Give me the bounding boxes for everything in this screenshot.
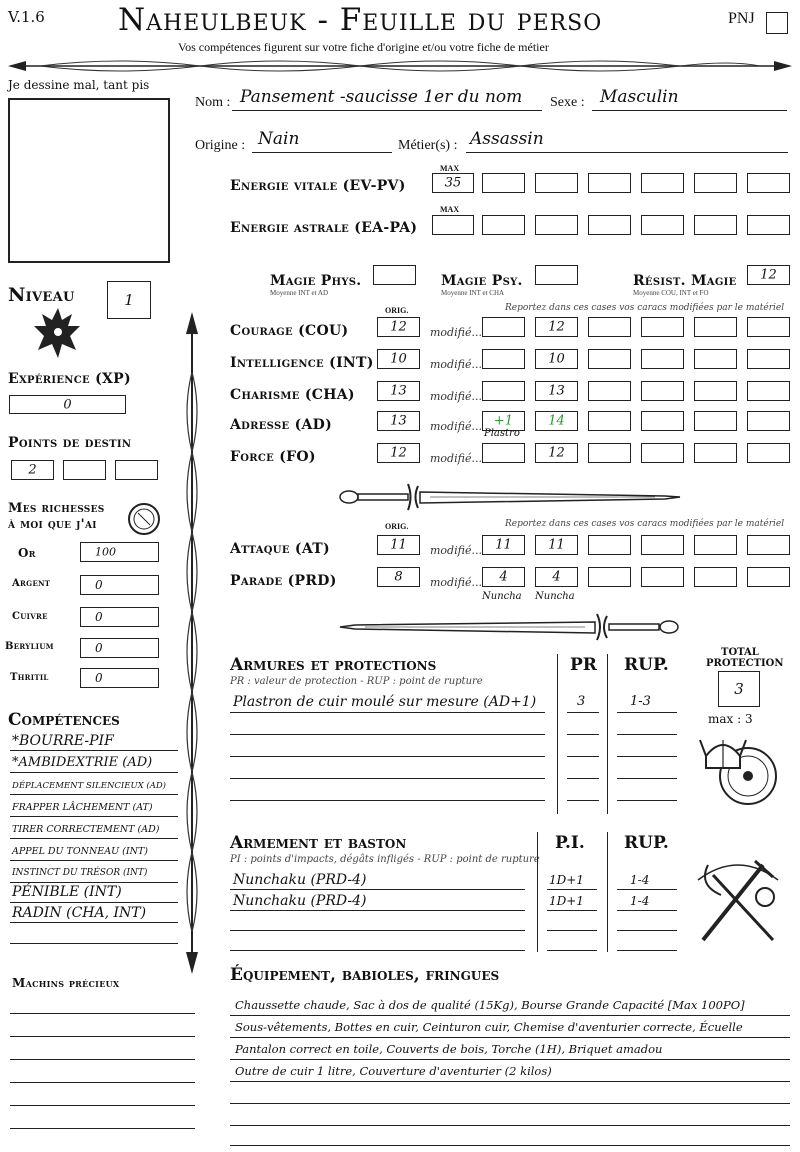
stat-mod-box[interactable] [482, 381, 525, 401]
stat-mod-box[interactable] [747, 411, 790, 431]
machins-title: Machins précieux [12, 976, 120, 990]
ev-label: Energie vitale (EV-PV) [230, 178, 406, 194]
destin-box[interactable] [115, 460, 158, 480]
page-subtitle: Vos compétences figurent sur votre fiche d'origine et/ou votre fiche de métier [178, 40, 549, 54]
stat-mod-box[interactable] [747, 349, 790, 369]
stat-mod-box[interactable] [694, 349, 737, 369]
ea-box[interactable] [588, 215, 631, 235]
money-label: Berylium [5, 641, 54, 652]
equipement-title: Équipement, babioles, fringues [230, 965, 500, 985]
armement-note: PI : points d'impacts, dégâts infligés - RUP : point de rupture [230, 854, 540, 865]
equipement-line[interactable]: Chaussette chaude, Sac à dos de qualité (15Kg), Bourse Grande Capacité [Max 100PO] [235, 998, 745, 1012]
stat-mod-box[interactable] [747, 381, 790, 401]
sword-divider-icon [335, 610, 685, 644]
stat-orig-box[interactable]: 12 [377, 317, 420, 337]
stat-mod-box[interactable]: +1 [482, 411, 525, 431]
ev-box[interactable] [694, 173, 737, 193]
ea-box[interactable] [694, 215, 737, 235]
stat-mod-box[interactable] [588, 411, 631, 431]
stat-mod-box[interactable] [694, 317, 737, 337]
resist-magie-label: Résist. Magie [633, 273, 737, 289]
protection-max: max : 3 [708, 712, 753, 726]
stat-mod-box[interactable] [747, 443, 790, 463]
stat-mod-box[interactable] [694, 381, 737, 401]
equipement-line[interactable]: Sous-vêtements, Bottes en cuir, Ceinturon cuir, Chemise d'aventurier correcte, Écuelle [235, 1020, 743, 1034]
combat-orig-label: ORIG. [385, 522, 409, 531]
coin-icon [126, 501, 162, 537]
stat-mod-box[interactable] [641, 443, 684, 463]
modif-label: modifié... [430, 576, 482, 589]
origine-field[interactable]: Nain [258, 129, 300, 149]
armure-pr[interactable]: 3 [577, 694, 586, 709]
magie-psy-box[interactable] [535, 265, 578, 285]
xp-label: Expérience (XP) [8, 371, 131, 387]
modif-label: modifié... [430, 326, 482, 339]
combat-orig-box[interactable]: 8 [377, 567, 420, 587]
ev-max-label: MAX [440, 164, 460, 173]
money-label: Or [18, 546, 36, 560]
spear-ornament [180, 312, 204, 974]
combat-mod-box[interactable] [641, 535, 684, 555]
money-box[interactable]: 0 [80, 575, 159, 595]
sword-divider-icon [335, 480, 685, 514]
stat-label: Intelligence (INT) [230, 355, 374, 371]
combat-note: Nuncha [482, 591, 522, 602]
equipement-line[interactable]: Outre de cuir 1 litre, Couverture d'aventurier (2 kilos) [235, 1064, 552, 1078]
magie-phys-label: Magie Phys. [270, 273, 362, 289]
destin-box[interactable]: 2 [11, 460, 54, 480]
stat-mod-box[interactable] [482, 443, 525, 463]
niveau-label: Niveau [8, 284, 75, 306]
version-label: V.1.6 [8, 8, 45, 26]
stat-mod-box[interactable]: 14 [535, 411, 578, 431]
ea-box[interactable] [535, 215, 578, 235]
magie-phys-box[interactable] [373, 265, 416, 285]
combat-mod-box[interactable]: 4 [482, 567, 525, 587]
arme-pi[interactable]: 1D+1 [549, 873, 584, 887]
stat-mod-box[interactable] [641, 411, 684, 431]
stat-label: Charisme (CHA) [230, 387, 355, 403]
arme-name[interactable]: Nunchaku (PRD-4) [233, 893, 367, 909]
helmet-shield-icon [698, 726, 780, 808]
combat-note: Nuncha [535, 591, 575, 602]
combat-mod-box[interactable]: 4 [535, 567, 578, 587]
modif-label: modifié... [430, 420, 482, 433]
pnj-label: PNJ [728, 10, 755, 27]
money-box[interactable]: 100 [80, 542, 159, 562]
equipement-line[interactable]: Pantalon correct en toile, Couverts de bois, Torche (1H), Briquet amadou [235, 1042, 663, 1056]
modif-label: modifié... [430, 544, 482, 557]
sexe-label: Sexe : [550, 95, 585, 110]
stat-mod-box[interactable] [747, 317, 790, 337]
combat-mod-box[interactable] [588, 567, 631, 587]
armure-rup[interactable]: 1-3 [630, 694, 651, 709]
money-box[interactable]: 0 [80, 668, 159, 688]
money-label: Thritil [10, 672, 49, 683]
combat-orig-box[interactable]: 11 [377, 535, 420, 555]
stat-mod-box[interactable] [588, 443, 631, 463]
competence-item[interactable]: DÉPLACEMENT SILENCIEUX (AD) [12, 781, 166, 791]
money-label: Argent [12, 578, 51, 589]
ev-box[interactable] [747, 173, 790, 193]
competence-item[interactable]: *BOURRE-PIF [12, 733, 114, 749]
ea-box[interactable] [747, 215, 790, 235]
portrait-caption: Je dessine mal, tant pis [8, 78, 150, 92]
stat-mod-box[interactable]: 12 [535, 317, 578, 337]
combat-mod-box[interactable]: 11 [535, 535, 578, 555]
protection-label: PROTECTION [706, 658, 784, 669]
niveau-box[interactable]: 1 [107, 281, 151, 319]
destin-label: Points de destin [8, 435, 132, 451]
page-title: Naheulbeuk - Feuille du perso [118, 2, 603, 38]
resist-magie-box[interactable]: 12 [747, 265, 790, 285]
stat-mod-box[interactable] [641, 381, 684, 401]
armures-title: Armures et protections [230, 655, 437, 675]
stat-mod-box[interactable] [482, 317, 525, 337]
xp-box[interactable]: 0 [9, 395, 126, 414]
combat-label: Attaque (AT) [230, 541, 330, 557]
metier-label: Métier(s) : [398, 138, 458, 153]
combat-report-note: Reportez dans ces cases vos caracs modifiées par le matériel [505, 519, 785, 529]
competence-item[interactable]: INSTINCT DU TRÉSOR (INT) [12, 868, 148, 878]
ev-max-box[interactable]: 35 [432, 173, 474, 193]
magie-psy-note: Moyenne INT et CHA [441, 289, 505, 297]
armures-rup-header: RUP. [624, 655, 669, 675]
stat-orig-box[interactable]: 12 [377, 443, 420, 463]
armement-rup-header: RUP. [624, 833, 669, 853]
armures-note: PR : valeur de protection - RUP : point de rupture [230, 676, 483, 687]
ea-box[interactable] [482, 215, 525, 235]
portrait-frame[interactable] [8, 98, 170, 263]
modif-label: modifié... [430, 452, 482, 465]
stat-orig-box[interactable]: 13 [377, 381, 420, 401]
ea-max-box[interactable] [432, 215, 474, 235]
ev-box[interactable] [535, 173, 578, 193]
arme-rup[interactable]: 1-4 [630, 894, 650, 908]
competence-item[interactable]: RADIN (CHA, INT) [12, 905, 147, 921]
money-label: Cuivre [12, 611, 48, 622]
stat-mod-box[interactable] [694, 411, 737, 431]
money-box[interactable]: 0 [80, 638, 159, 658]
stat-mod-box[interactable] [641, 349, 684, 369]
armement-title: Armement et baston [230, 833, 407, 853]
weapons-icon [693, 855, 783, 945]
modif-label: modifié... [430, 358, 482, 371]
combat-mod-box[interactable] [747, 535, 790, 555]
armure-name[interactable]: Plastron de cuir moulé sur mesure (AD+1) [233, 694, 537, 710]
competence-item[interactable]: TIRER CORRECTEMENT (AD) [12, 824, 160, 835]
modif-label: modifié... [430, 390, 482, 403]
ev-box[interactable] [641, 173, 684, 193]
competence-item[interactable]: PÉNIBLE (INT) [12, 884, 122, 900]
report-note: Reportez dans ces cases vos caracs modifiées par le matériel [505, 303, 785, 313]
stat-mod-box[interactable] [588, 381, 631, 401]
stat-mod-box[interactable] [588, 317, 631, 337]
magie-phys-note: Moyenne INT et AD [270, 289, 328, 297]
arme-name[interactable]: Nunchaku (PRD-4) [233, 872, 367, 888]
nom-label: Nom : [195, 95, 231, 110]
competences-title: Compétences [8, 710, 120, 730]
richesses-label: Mes richesses [8, 501, 105, 516]
combat-mod-box[interactable] [694, 535, 737, 555]
combat-label: Parade (PRD) [230, 573, 337, 589]
origine-label: Origine : [195, 138, 246, 153]
stat-mod-box[interactable]: 12 [535, 443, 578, 463]
stat-mod-box[interactable] [588, 349, 631, 369]
stat-mod-box[interactable] [641, 317, 684, 337]
stat-label: Courage (COU) [230, 323, 349, 339]
stat-note: Plastro [484, 428, 520, 439]
richesses-label-2: à moi que j'ai [8, 517, 97, 532]
ea-label: Energie astrale (EA-PA) [230, 220, 418, 236]
orig-label: ORIG. [385, 306, 409, 315]
combat-mod-box[interactable] [694, 567, 737, 587]
combat-mod-box[interactable] [747, 567, 790, 587]
money-box[interactable]: 0 [80, 607, 159, 627]
combat-mod-box[interactable]: 11 [482, 535, 525, 555]
stat-label: Adresse (AD) [230, 417, 333, 433]
combat-mod-box[interactable] [641, 567, 684, 587]
dragon-icon [32, 304, 84, 360]
stat-mod-box[interactable] [482, 349, 525, 369]
arme-rup[interactable]: 1-4 [630, 873, 650, 887]
ea-box[interactable] [641, 215, 684, 235]
armures-pr-header: PR [570, 655, 597, 675]
nom-field[interactable]: Pansement -saucisse 1er du nom [240, 87, 523, 107]
competence-item[interactable]: APPEL DU TONNEAU (INT) [12, 846, 148, 857]
ev-box[interactable] [588, 173, 631, 193]
stat-orig-box[interactable]: 13 [377, 411, 420, 431]
total-protection-box[interactable]: 3 [718, 671, 760, 707]
magie-psy-label: Magie Psy. [441, 273, 523, 289]
stat-mod-box[interactable] [694, 443, 737, 463]
pnj-checkbox[interactable] [766, 12, 788, 34]
ev-box[interactable] [482, 173, 525, 193]
sexe-field[interactable]: Masculin [600, 87, 679, 107]
combat-mod-box[interactable] [588, 535, 631, 555]
resist-magie-note: Moyenne COU, INT et FO [633, 289, 709, 297]
total-label: TOTAL [721, 647, 759, 658]
ea-max-label: MAX [440, 205, 460, 214]
destin-box[interactable] [63, 460, 106, 480]
competence-item[interactable]: *AMBIDEXTRIE (AD) [12, 755, 153, 770]
stat-mod-box[interactable]: 13 [535, 381, 578, 401]
armement-pi-header: P.I. [555, 833, 585, 853]
stat-label: Force (FO) [230, 449, 316, 465]
arme-pi[interactable]: 1D+1 [549, 894, 584, 908]
stat-mod-box[interactable]: 10 [535, 349, 578, 369]
stat-orig-box[interactable]: 10 [377, 349, 420, 369]
competence-item[interactable]: FRAPPER LÂCHEMENT (AT) [12, 802, 153, 813]
metier-field[interactable]: Assassin [470, 129, 544, 149]
